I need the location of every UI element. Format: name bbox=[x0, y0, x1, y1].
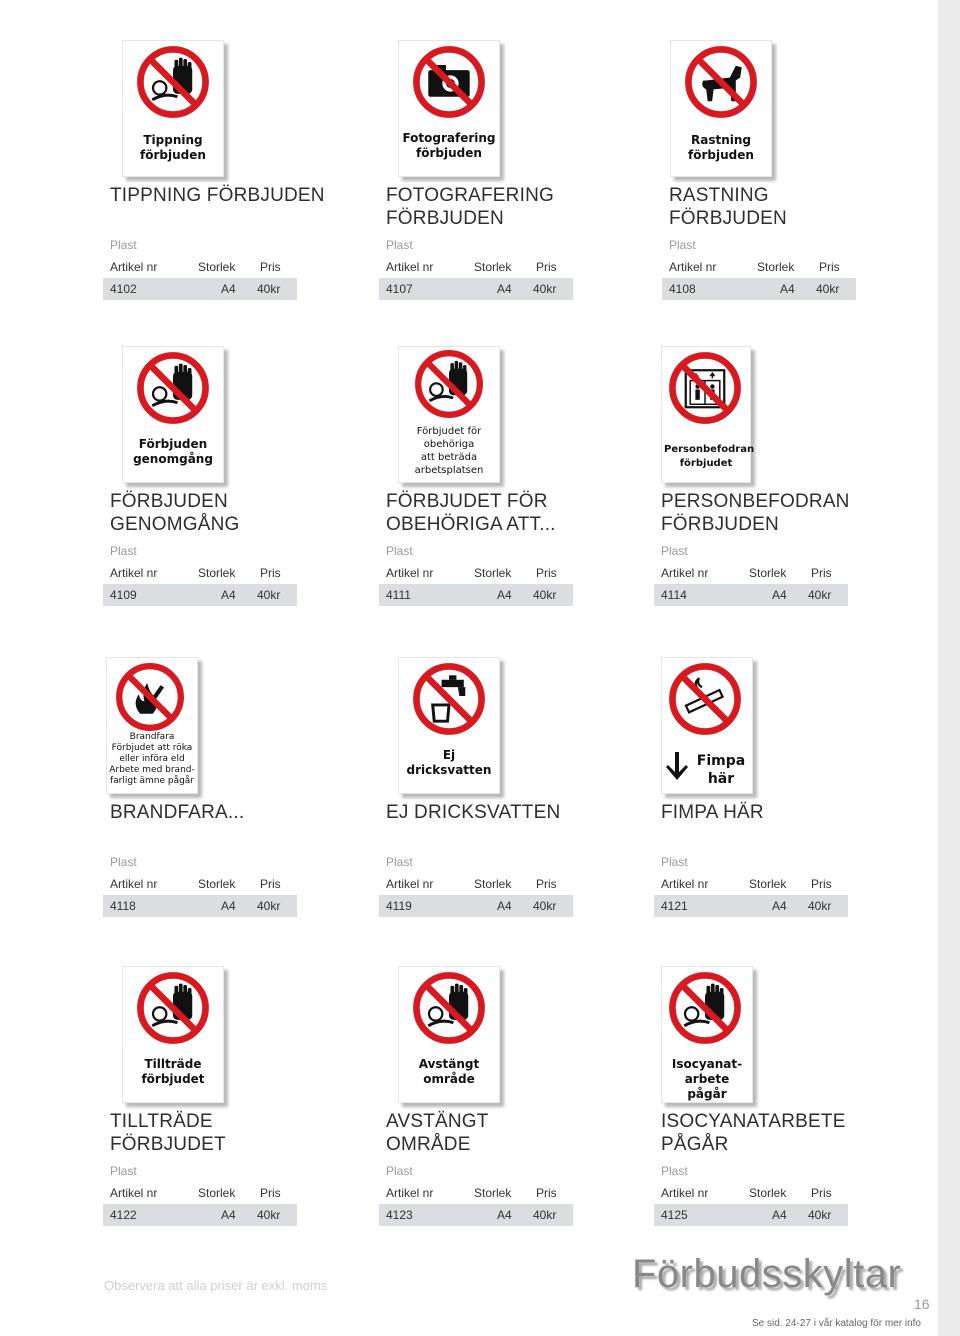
price-row bbox=[103, 278, 297, 300]
product-card[interactable] bbox=[110, 657, 370, 957]
sign-text: Rastning förbjuden bbox=[688, 133, 754, 162]
storlek-value: A4 bbox=[772, 1208, 787, 1222]
col-pris-header: Pris bbox=[819, 260, 840, 274]
col-storlek-header: Storlek bbox=[749, 877, 787, 891]
product-card[interactable] bbox=[110, 40, 370, 340]
pris-value: 40kr bbox=[816, 282, 840, 296]
price-row bbox=[103, 584, 297, 606]
sign-text: Förbjudet för obehöriga att beträda arbetsplatsen bbox=[414, 426, 484, 476]
col-artikel-header: Artikel nr bbox=[386, 260, 434, 274]
storlek-value: A4 bbox=[497, 588, 512, 602]
col-artikel-header: Artikel nr bbox=[386, 566, 434, 580]
col-pris-header: Pris bbox=[260, 566, 281, 580]
storlek-value: A4 bbox=[221, 1208, 236, 1222]
product-title: FIMPA HÄR bbox=[661, 802, 764, 823]
artikel-value: 4123 bbox=[386, 1208, 413, 1222]
pris-value: 40kr bbox=[533, 1208, 557, 1222]
col-pris-header: Pris bbox=[536, 566, 557, 580]
col-artikel-header: Artikel nr bbox=[110, 1186, 158, 1200]
col-artikel-header: Artikel nr bbox=[110, 877, 158, 891]
cigarette-icon bbox=[668, 662, 742, 736]
col-artikel-header: Artikel nr bbox=[669, 260, 717, 274]
pris-value: 40kr bbox=[808, 588, 832, 602]
col-artikel-header: Artikel nr bbox=[661, 566, 709, 580]
sign-text: Tillträde förbjudet bbox=[141, 1057, 205, 1086]
material-label: Plast bbox=[669, 238, 696, 252]
artikel-value: 4118 bbox=[110, 899, 136, 913]
product-card[interactable] bbox=[386, 346, 646, 646]
catalog-reference: Se sid. 24-27 i vår katalog för mer info bbox=[752, 1318, 921, 1329]
sign-preview bbox=[106, 657, 198, 794]
artikel-value: 4122 bbox=[110, 1208, 137, 1222]
elevator-icon bbox=[668, 351, 742, 425]
storlek-value: A4 bbox=[497, 899, 512, 913]
sign-text: Fotografering förbjuden bbox=[402, 131, 496, 160]
product-card[interactable] bbox=[110, 346, 370, 646]
sign-preview bbox=[122, 966, 224, 1103]
sign-preview bbox=[122, 346, 224, 483]
material-label: Plast bbox=[661, 855, 688, 869]
col-pris-header: Pris bbox=[536, 877, 557, 891]
sign-text: Brandfara Förbjudet att röka eller införa eld Arbete med brand- farligt ämne pågår bbox=[109, 732, 195, 786]
product-title: FOTOGRAFERING FÖRBJUDEN bbox=[386, 185, 554, 229]
pris-value: 40kr bbox=[257, 282, 281, 296]
page-edge bbox=[938, 0, 960, 1336]
pris-value: 40kr bbox=[533, 282, 557, 296]
col-artikel-header: Artikel nr bbox=[110, 260, 158, 274]
pris-value: 40kr bbox=[533, 588, 557, 602]
artikel-value: 4109 bbox=[110, 588, 137, 602]
product-card[interactable] bbox=[661, 346, 921, 646]
col-storlek-header: Storlek bbox=[474, 260, 512, 274]
price-row bbox=[103, 895, 297, 917]
sign-preview bbox=[122, 40, 224, 177]
pris-value: 40kr bbox=[808, 899, 832, 913]
artikel-value: 4119 bbox=[386, 899, 412, 913]
sign-text: Avstängt område bbox=[418, 1057, 480, 1086]
price-row bbox=[379, 1204, 573, 1226]
col-artikel-header: Artikel nr bbox=[386, 877, 434, 891]
col-storlek-header: Storlek bbox=[198, 566, 236, 580]
storlek-value: A4 bbox=[772, 588, 787, 602]
storlek-value: A4 bbox=[497, 1208, 512, 1222]
product-title: AVSTÄNGT OMRÅDE bbox=[386, 1111, 489, 1155]
price-note: Observera att alla priser är exkl. moms bbox=[104, 1278, 328, 1293]
storlek-value: A4 bbox=[221, 899, 236, 913]
pris-value: 40kr bbox=[257, 899, 281, 913]
pris-value: 40kr bbox=[257, 588, 281, 602]
col-artikel-header: Artikel nr bbox=[661, 1186, 709, 1200]
col-artikel-header: Artikel nr bbox=[661, 877, 709, 891]
material-label: Plast bbox=[110, 238, 137, 252]
sign-text: Tippning förbjuden bbox=[140, 133, 206, 162]
product-card[interactable] bbox=[386, 40, 646, 340]
col-storlek-header: Storlek bbox=[749, 1186, 787, 1200]
sign-preview bbox=[661, 657, 753, 794]
artikel-value: 4111 bbox=[386, 588, 411, 602]
material-label: Plast bbox=[386, 855, 413, 869]
sign-preview bbox=[398, 657, 500, 794]
pris-value: 40kr bbox=[533, 899, 557, 913]
price-row bbox=[103, 1204, 297, 1226]
product-title: ISOCYANATARBETE PÅGÅR bbox=[661, 1111, 846, 1155]
sign-text: Isocyanat- arbete pågår bbox=[671, 1057, 743, 1101]
hand-stop-icon bbox=[412, 971, 486, 1045]
col-pris-header: Pris bbox=[536, 260, 557, 274]
product-card[interactable] bbox=[661, 657, 921, 957]
sign-text: Fimpa här bbox=[696, 753, 746, 787]
artikel-value: 4114 bbox=[661, 588, 687, 602]
pris-value: 40kr bbox=[257, 1208, 281, 1222]
pris-value: 40kr bbox=[808, 1208, 832, 1222]
arrow-down-icon bbox=[666, 752, 688, 782]
material-label: Plast bbox=[386, 544, 413, 558]
product-title: PERSONBEFODRAN FÖRBJUDEN bbox=[661, 491, 850, 535]
sign-text: Förbjuden genomgång bbox=[133, 437, 213, 466]
material-label: Plast bbox=[110, 855, 137, 869]
product-card[interactable] bbox=[661, 966, 921, 1266]
price-row bbox=[654, 1204, 848, 1226]
col-storlek-header: Storlek bbox=[474, 877, 512, 891]
product-title: TIPPNING FÖRBJUDEN bbox=[110, 185, 325, 206]
material-label: Plast bbox=[661, 1164, 688, 1178]
hand-stop-icon bbox=[668, 971, 742, 1045]
artikel-value: 4108 bbox=[669, 282, 696, 296]
product-title: RASTNING FÖRBJUDEN bbox=[669, 185, 787, 229]
page-number: 16 bbox=[914, 1296, 930, 1312]
artikel-value: 4102 bbox=[110, 282, 137, 296]
col-storlek-header: Storlek bbox=[749, 566, 787, 580]
camera-icon bbox=[412, 45, 486, 119]
col-pris-header: Pris bbox=[811, 1186, 832, 1200]
artikel-value: 4121 bbox=[661, 899, 688, 913]
hand-stop-icon bbox=[136, 351, 210, 425]
col-pris-header: Pris bbox=[811, 566, 832, 580]
col-pris-header: Pris bbox=[260, 260, 281, 274]
product-card[interactable] bbox=[386, 966, 646, 1266]
storlek-value: A4 bbox=[772, 899, 787, 913]
material-label: Plast bbox=[386, 1164, 413, 1178]
material-label: Plast bbox=[386, 238, 413, 252]
col-storlek-header: Storlek bbox=[198, 1186, 236, 1200]
tap-icon bbox=[412, 662, 486, 736]
product-card[interactable] bbox=[669, 40, 929, 340]
sign-preview bbox=[398, 40, 500, 177]
hand-stop-icon bbox=[136, 971, 210, 1045]
product-title: BRANDFARA... bbox=[110, 802, 245, 823]
storlek-value: A4 bbox=[497, 282, 512, 296]
col-pris-header: Pris bbox=[260, 877, 281, 891]
fire-icon bbox=[115, 662, 185, 732]
hand-stop-icon bbox=[414, 349, 484, 419]
product-title: TILLTRÄDE FÖRBJUDET bbox=[110, 1111, 226, 1155]
hand-stop-icon bbox=[136, 45, 210, 119]
material-label: Plast bbox=[110, 1164, 137, 1178]
product-card[interactable] bbox=[110, 966, 370, 1266]
sign-text: Personbefodran förbjudet bbox=[664, 444, 755, 469]
sign-preview bbox=[661, 346, 755, 483]
storlek-value: A4 bbox=[221, 282, 236, 296]
col-artikel-header: Artikel nr bbox=[110, 566, 158, 580]
col-storlek-header: Storlek bbox=[474, 566, 512, 580]
col-storlek-header: Storlek bbox=[474, 1186, 512, 1200]
product-title: FÖRBJUDET FÖR OBEHÖRIGA ATT... bbox=[386, 491, 556, 535]
sign-text: Ej dricksvatten bbox=[406, 748, 492, 777]
price-row bbox=[654, 895, 848, 917]
col-storlek-header: Storlek bbox=[198, 877, 236, 891]
product-title: FÖRBJUDEN GENOMGÅNG bbox=[110, 491, 240, 535]
material-label: Plast bbox=[110, 544, 137, 558]
price-row bbox=[654, 584, 848, 606]
artikel-value: 4125 bbox=[661, 1208, 688, 1222]
col-pris-header: Pris bbox=[811, 877, 832, 891]
storlek-value: A4 bbox=[780, 282, 795, 296]
sign-preview bbox=[398, 966, 500, 1103]
price-row bbox=[662, 278, 856, 300]
col-pris-header: Pris bbox=[260, 1186, 281, 1200]
col-storlek-header: Storlek bbox=[757, 260, 795, 274]
sign-preview bbox=[661, 966, 753, 1103]
col-artikel-header: Artikel nr bbox=[386, 1186, 434, 1200]
artikel-value: 4107 bbox=[386, 282, 413, 296]
sign-preview bbox=[398, 346, 500, 483]
col-pris-header: Pris bbox=[536, 1186, 557, 1200]
material-label: Plast bbox=[661, 544, 688, 558]
category-title: Förbudsskyltar bbox=[632, 1252, 902, 1296]
product-card[interactable] bbox=[386, 657, 646, 957]
price-row bbox=[379, 895, 573, 917]
storlek-value: A4 bbox=[221, 588, 236, 602]
col-storlek-header: Storlek bbox=[198, 260, 236, 274]
price-row bbox=[379, 584, 573, 606]
product-title: EJ DRICKSVATTEN bbox=[386, 802, 561, 823]
dog-icon bbox=[684, 45, 758, 119]
sign-preview bbox=[670, 40, 772, 177]
price-row bbox=[379, 278, 573, 300]
